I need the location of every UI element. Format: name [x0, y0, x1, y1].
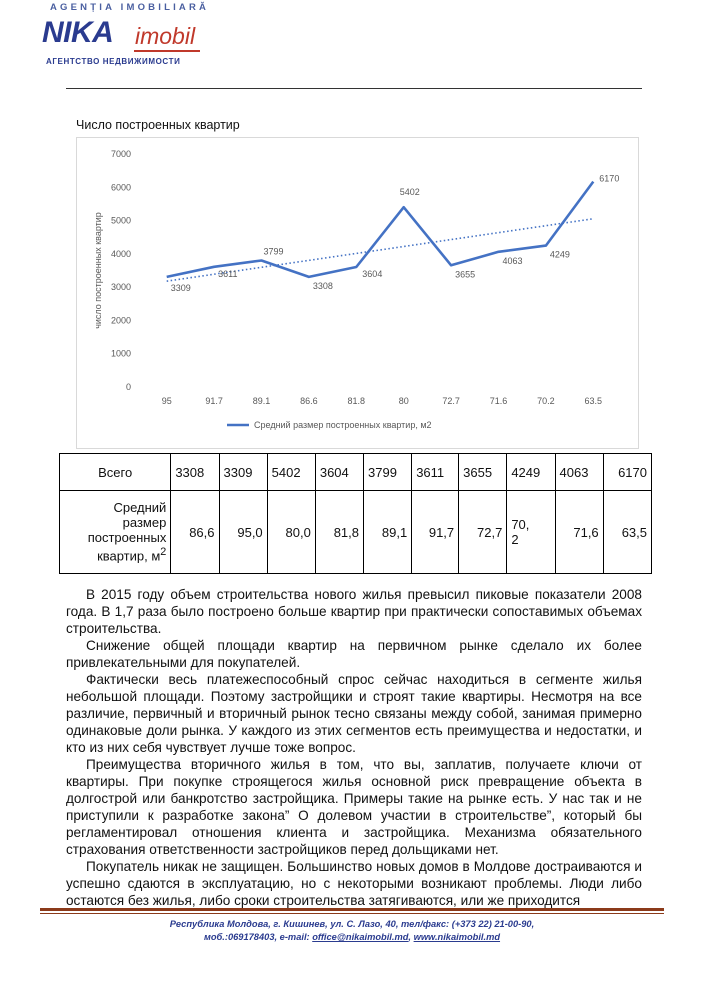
- table-cell: 3655: [459, 454, 507, 491]
- data-label: 3604: [362, 269, 383, 280]
- table-cell: 95,0: [219, 491, 267, 574]
- table-cell: 3611: [412, 454, 459, 491]
- footer-divider: [40, 908, 664, 911]
- paragraph: Покупатель никак не защищен. Большинство новых домов в Молдове достраиваются и успешно сдаются в эксплуатацию, но с некоторыми возникают проблемы. Люди либо остаются без жилья, либо сроки строительства затягиваются, или же приходится: [66, 859, 642, 908]
- data-label: 3611: [218, 268, 238, 279]
- label-line: размер: [122, 515, 167, 531]
- table-cell: 72,7: [459, 491, 507, 574]
- y-tick-label: 2000: [110, 315, 131, 326]
- x-tick-label: 70.2: [537, 396, 555, 406]
- y-tick-label: 7000: [110, 149, 131, 159]
- logo-agentia: AGENȚIA IMOBILIARĂ: [50, 2, 210, 13]
- company-logo: [40, 2, 220, 64]
- paragraph: Фактически весь платежеспособный спрос сейчас находиться в сегменте жилья небольшой площади. Поэтому застройщики и строят такие квартиры. Несмотря на все различие, первичный и вторичный рынок тесно связаны между собой, занимая примерно одинаковые доли рынка. У каждого из этих сегментов есть преимущества и недостатки, и кто из них себя чувствует лучше тоже вопрос.: [66, 672, 642, 755]
- footer-contact-line: [40, 931, 664, 944]
- x-tick-label: 95: [161, 396, 172, 406]
- cell-text: 70, 2: [511, 517, 530, 547]
- data-label: 4249: [549, 249, 570, 260]
- y-axis-label: число построенных квартир: [93, 212, 103, 329]
- data-label: 6170: [599, 173, 620, 184]
- data-label: 3655: [455, 269, 476, 280]
- chart-title: Число построенных квартир: [76, 118, 240, 132]
- website-link[interactable]: www.nikaimobil.md: [413, 932, 501, 942]
- table-cell: 5402: [267, 454, 315, 491]
- x-tick-label: 72.7: [442, 396, 460, 406]
- table-cell: 80,0: [267, 491, 315, 574]
- table-cell: 6170: [603, 454, 651, 491]
- label-line: построенных: [87, 530, 167, 546]
- footer-divider-thin: [40, 913, 664, 914]
- x-tick-label: 71.6: [489, 396, 508, 406]
- table-cell: 3799: [364, 454, 412, 491]
- label-line: Средний: [113, 500, 167, 516]
- y-tick-label: 6000: [110, 182, 131, 193]
- x-tick-label: 89.1: [252, 396, 271, 406]
- y-tick-label: 0: [125, 382, 131, 392]
- table-cell: 63,5: [603, 491, 651, 574]
- table-cell: 3308: [171, 454, 219, 491]
- table-cell: [507, 491, 555, 574]
- table-row-label: Всего: [60, 454, 171, 491]
- table-cell: 4063: [555, 454, 603, 491]
- paragraph: Преимущества вторичного жилья в том, что вы, заплатив, получаете ключи от квартиры. При покупке строящегося жилья основной риск превращение объекта в долгострой или банкротство застройщика. Примеры такие на рынке есть. У нас так и не приступили к разработке закона” О долевом участии в строительстве”, который бы регламентировал отношения клиента и застройщика. Механизма обязательного страхования ответственности застройщиков перед дольщиками нет.: [66, 757, 642, 857]
- table-cell: 81,8: [315, 491, 363, 574]
- x-tick-label: 86.6: [300, 396, 318, 406]
- table-row-label: [60, 491, 171, 574]
- label-line: квартир, м: [97, 548, 161, 564]
- logo-russian-subtitle: АГЕНТСТВО НЕДВИЖИМОСТИ: [46, 57, 181, 66]
- x-tick-label: 81.8: [347, 396, 366, 406]
- logo-imobil: imobil: [135, 23, 196, 49]
- footer-phone: моб.:069178403, e-mail:: [203, 932, 313, 942]
- series-line: [167, 182, 594, 280]
- data-label: 4063: [502, 255, 523, 266]
- footer-contacts: [40, 918, 664, 944]
- data-label: 3799: [263, 246, 284, 257]
- data-table: [59, 453, 652, 574]
- table-row-average-size: [60, 491, 652, 574]
- table-cell: 3604: [315, 454, 363, 491]
- chart-container: [76, 137, 639, 449]
- table-cell: 91,7: [412, 491, 459, 574]
- logo-nika: NIKA: [42, 16, 114, 49]
- data-label: 3308: [312, 280, 333, 291]
- logo-underline: [134, 50, 200, 52]
- table-row-total: [60, 454, 652, 491]
- x-tick-label: 91.7: [205, 396, 223, 406]
- data-label: 5402: [399, 187, 420, 198]
- email-link[interactable]: office@nikaimobil.md: [312, 932, 409, 942]
- header-divider: [66, 88, 642, 89]
- legend-label: Средний размер построенных квартир, м2: [254, 420, 432, 430]
- footer-separator: ,: [408, 932, 414, 942]
- paragraph: Снижение общей площади квартир на первичном рынке сделало их более привлекательными для покупателей.: [66, 638, 642, 670]
- y-tick-label: 5000: [110, 215, 131, 226]
- table-cell: 71,6: [555, 491, 603, 574]
- data-label: 3309: [170, 282, 191, 293]
- table-cell: 89,1: [364, 491, 412, 574]
- x-tick-label: 63.5: [584, 396, 603, 406]
- y-tick-label: 1000: [110, 348, 131, 359]
- paragraph: В 2015 году объем строительства нового жилья превысил пиковые показатели 2008 года. В 1,7 раза было построено больше квартир при практически сопоставимых объемах строительства.: [66, 587, 642, 636]
- y-tick-label: 4000: [110, 248, 131, 259]
- line-chart: [77, 138, 638, 448]
- footer-address: Республика Молдова, г. Кишинев, ул. С. Лазо, 40, тел/факс: (+373 22) 21-00-90,: [169, 919, 535, 929]
- table-cell: 86,6: [171, 491, 219, 574]
- superscript: 2: [160, 546, 167, 559]
- table-cell: 4249: [507, 454, 555, 491]
- y-tick-label: 3000: [110, 282, 131, 293]
- body-text: [66, 586, 642, 909]
- table-cell: 3309: [219, 454, 267, 491]
- x-tick-label: 80: [398, 396, 409, 406]
